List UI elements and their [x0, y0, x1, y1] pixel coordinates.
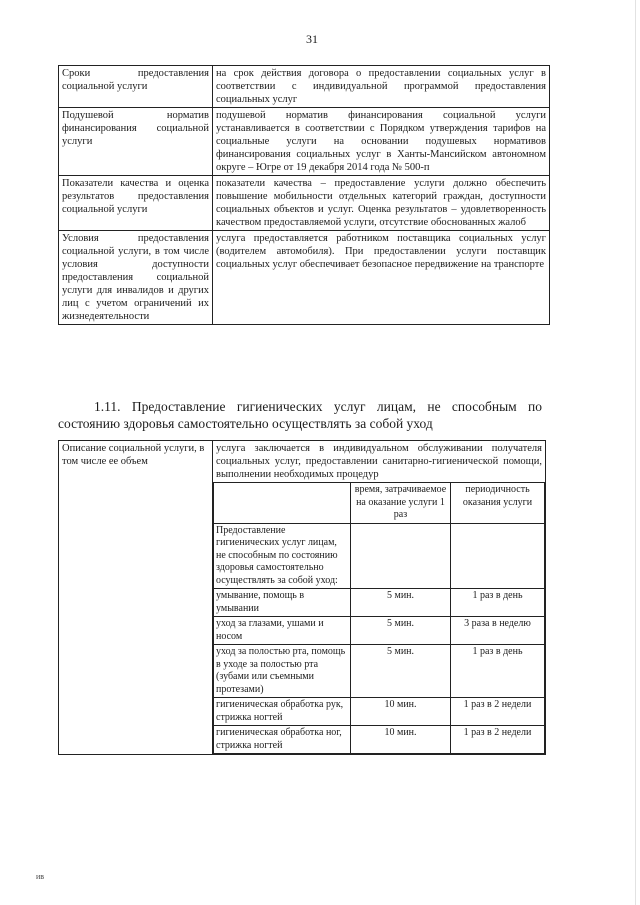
empty-header-cell: [214, 483, 351, 524]
procedure-name: гигиеническая обработка ног, стрижка ногтей: [214, 726, 351, 754]
procedure-time: 5 мин.: [351, 589, 451, 617]
description-cell: [213, 441, 546, 755]
time-header: время, затрачиваемое на оказание услуги 1 раз: [351, 483, 451, 524]
procedure-frequency: 1 раз в день: [451, 589, 545, 617]
schedule-row: [214, 617, 545, 645]
procedure-frequency: 1 раз в 2 недели: [451, 726, 545, 754]
frequency-header: периодичность оказания услуги: [451, 483, 545, 524]
service-terms-table: [58, 65, 550, 325]
procedure-name: умывание, помощь в умывании: [214, 589, 351, 617]
row-label: Сроки предоставления социальной услуги: [59, 66, 213, 108]
hygiene-services-table: [58, 440, 546, 755]
table-row: [59, 231, 550, 325]
schedule-row: [214, 523, 545, 589]
procedure-time: 10 мин.: [351, 698, 451, 726]
page-number: 31: [306, 32, 318, 46]
schedule-row: [214, 726, 545, 754]
table-row: [59, 108, 550, 176]
procedure-time: 5 мин.: [351, 645, 451, 698]
row-label: Подушевой норматив финансирования социальной услуги: [59, 108, 213, 176]
table-row: [59, 441, 546, 755]
procedure-time: 10 мин.: [351, 726, 451, 754]
service-description: услуга заключается в индивидуальном обслуживании получателя социальных услуг, предоставлении санитарно-гигиенической помощи, выполнении необходимых процедур: [216, 443, 542, 480]
procedure-frequency: 3 раза в неделю: [451, 617, 545, 645]
footer-mark: ив: [36, 872, 45, 881]
page-edge-line: [635, 0, 636, 905]
procedure-name: уход за полостью рта, помощь в уходе за полостью рта (зубами или съемными протезами): [214, 645, 351, 698]
section-title: 1.11. Предоставление гигиенических услуг лицам, не способным по состоянию здоровья самостоятельно осуществлять за собой уход: [58, 399, 542, 431]
table-row: [59, 66, 550, 108]
schedule-row: [214, 645, 545, 698]
row-label: Условия предоставления социальной услуги, в том числе условия доступности предоставления социальной услуги для инвалидов и других лиц с учетом ограничений их жизнедеятельности: [59, 231, 213, 325]
row-label: Показатели качества и оценка результатов предоставления социальной услуги: [59, 176, 213, 231]
procedure-time: 5 мин.: [351, 617, 451, 645]
table-row: [59, 176, 550, 231]
row-value: на срок действия договора о предоставлении социальных услуг в соответствии с индивидуальной программой предоставления социальных услуг: [213, 66, 550, 108]
row-label: Описание социальной услуги, в том числе ее объем: [59, 441, 213, 755]
procedure-name: гигиеническая обработка рук, стрижка ногтей: [214, 698, 351, 726]
procedure-schedule-table: [213, 482, 545, 754]
row-value: услуга предоставляется работником поставщика социальных услуг (водителем автомобиля). При предоставлении услуги поставщик социальных услуг обеспечивает безопасное передвижение на транспорте: [213, 231, 550, 325]
schedule-row: [214, 698, 545, 726]
row-value: подушевой норматив финансирования социальной услуги устанавливается в соответствии с Порядком утверждения тарифов на социальные услуги на основании подушевых нормативов финансирования социальных услуг в Ханты-Мансийском автономном округе – Югре от 19 декабря 2014 года № 500-п: [213, 108, 550, 176]
schedule-row: [214, 589, 545, 617]
schedule-header-row: [214, 483, 545, 524]
row-value: показатели качества – предоставление услуги должно обеспечить повышение мобильности отдельных категорий граждан, доступности социальных объектов и услуг. Оценка результатов – удовлетворенность качеством предоставляемой услуги, отсутствие обоснованных жалоб: [213, 176, 550, 231]
procedure-name: Предоставление гигиенических услуг лицам, не способным по состоянию здоровья самостоятельно осуществлять за собой уход:: [214, 523, 351, 589]
procedure-frequency: 1 раз в день: [451, 645, 545, 698]
procedure-name: уход за глазами, ушами и носом: [214, 617, 351, 645]
procedure-time: [351, 523, 451, 589]
procedure-frequency: [451, 523, 545, 589]
procedure-frequency: 1 раз в 2 недели: [451, 698, 545, 726]
